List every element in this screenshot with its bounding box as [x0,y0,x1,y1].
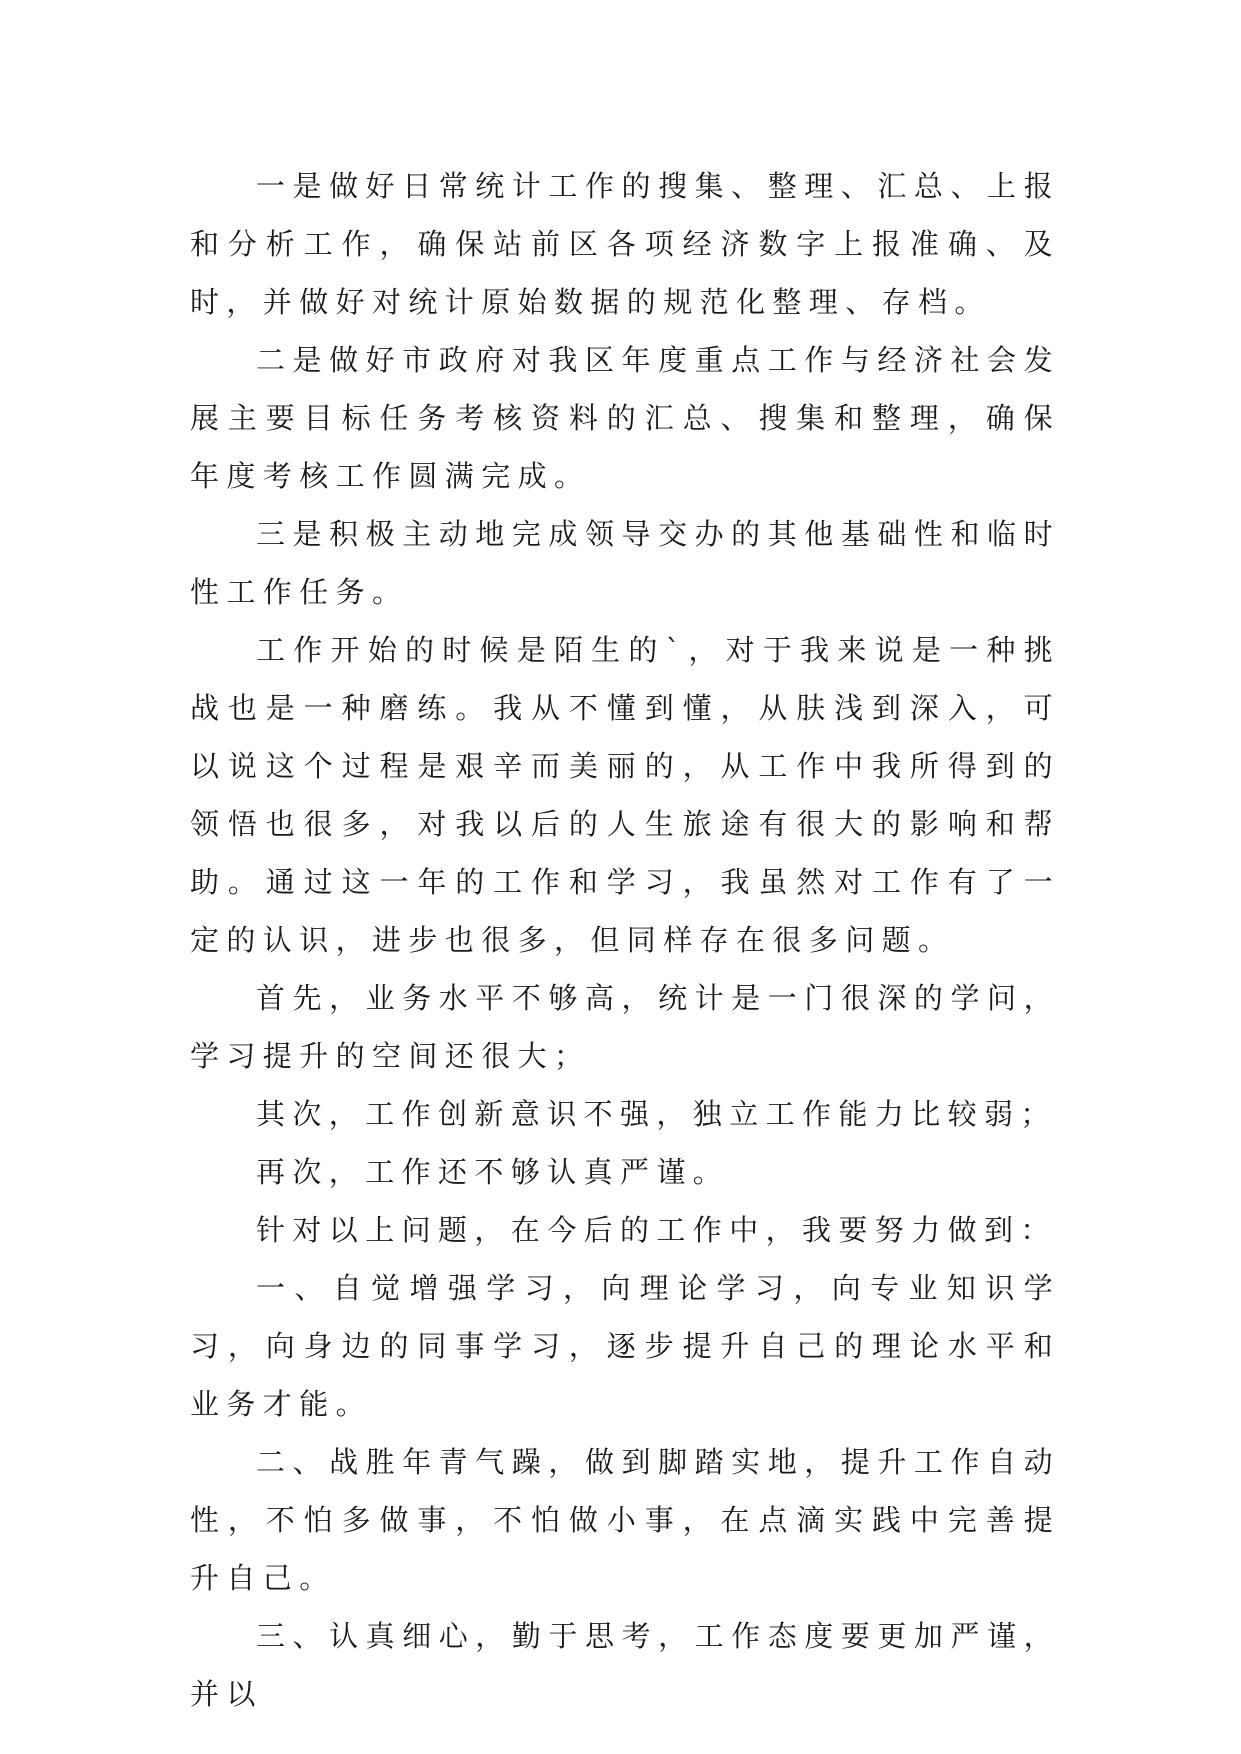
paragraph-11: 三、认真细心，勤于思考，工作态度要更加严谨，并以 [190,1619,1060,1711]
paragraph-10: 二、战胜年青气躁，做到脚踏实地，提升工作自动性，不怕多做事，不怕做小事，在点滴实践中完善提升自己。 [190,1445,1060,1595]
document-body [190,157,1060,1723]
paragraph-6: 其次，工作创新意识不强，独立工作能力比较弱； [256,1097,1057,1131]
paragraph-7: 再次，工作还不够认真严谨。 [256,1155,730,1189]
paragraph-3: 三是积极主动地完成领导交办的其他基础性和临时性工作任务。 [190,517,1060,609]
paragraph-1: 一是做好日常统计工作的搜集、整理、汇总、上报和分析工作，确保站前区各项经济数字上报准确、及时，并做好对统计原始数据的规范化整理、存档。 [190,169,1060,319]
paragraph-2: 二是做好市政府对我区年度重点工作与经济社会发展主要目标任务考核资料的汇总、搜集和整理，确保年度考核工作圆满完成。 [190,343,1060,493]
paragraph-5: 首先，业务水平不够高，统计是一门很深的学问，学习提升的空间还很大； [190,981,1060,1073]
paragraph-9: 一、自觉增强学习，向理论学习，向专业知识学习，向身边的同事学习，逐步提升自己的理论水平和业务才能。 [190,1271,1060,1421]
paragraph-4: 工作开始的时候是陌生的`，对于我来说是一种挑战也是一种磨练。我从不懂到懂，从肤浅到深入，可以说这个过程是艰辛而美丽的，从工作中我所得到的领悟也很多，对我以后的人生旅途有很大的影响和帮助。通过这一年的工作和学习，我虽然对工作有了一定的认识，进步也很多，但同样存在很多问题。 [190,633,1060,957]
paragraph-8: 针对以上问题，在今后的工作中，我要努力做到： [256,1213,1057,1247]
